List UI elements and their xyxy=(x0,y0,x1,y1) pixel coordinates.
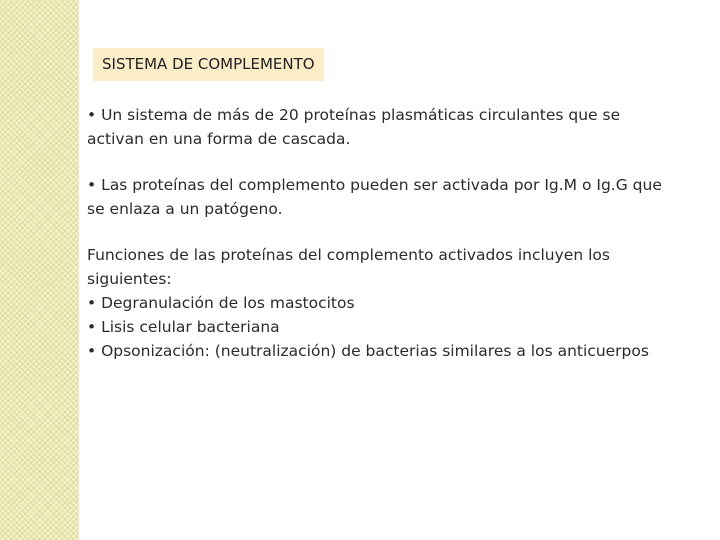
slide-body xyxy=(87,103,712,385)
text-line: Funciones de las proteínas del complemento activados incluyen los xyxy=(87,246,610,264)
text-line: • Las proteínas del complemento pueden ser activada por Ig.M o Ig.G que xyxy=(87,176,662,194)
list-item: • Opsonización: (neutralización) de bacterias similares a los anticuerpos xyxy=(87,342,649,360)
text-line: activan en una forma de cascada. xyxy=(87,130,351,148)
list-item: • Lisis celular bacteriana xyxy=(87,318,280,336)
slide-title: SISTEMA DE COMPLEMENTO xyxy=(93,48,324,81)
paragraph-activation xyxy=(87,173,712,221)
decorative-side-band xyxy=(0,0,79,540)
list-item: • Degranulación de los mastocitos xyxy=(87,294,355,312)
text-line: se enlaza a un patógeno. xyxy=(87,200,283,218)
text-line: siguientes: xyxy=(87,270,172,288)
text-line: • Un sistema de más de 20 proteínas plasmáticas circulantes que se xyxy=(87,106,621,124)
paragraph-functions xyxy=(87,243,712,363)
paragraph-proteins-cascade xyxy=(87,103,712,151)
